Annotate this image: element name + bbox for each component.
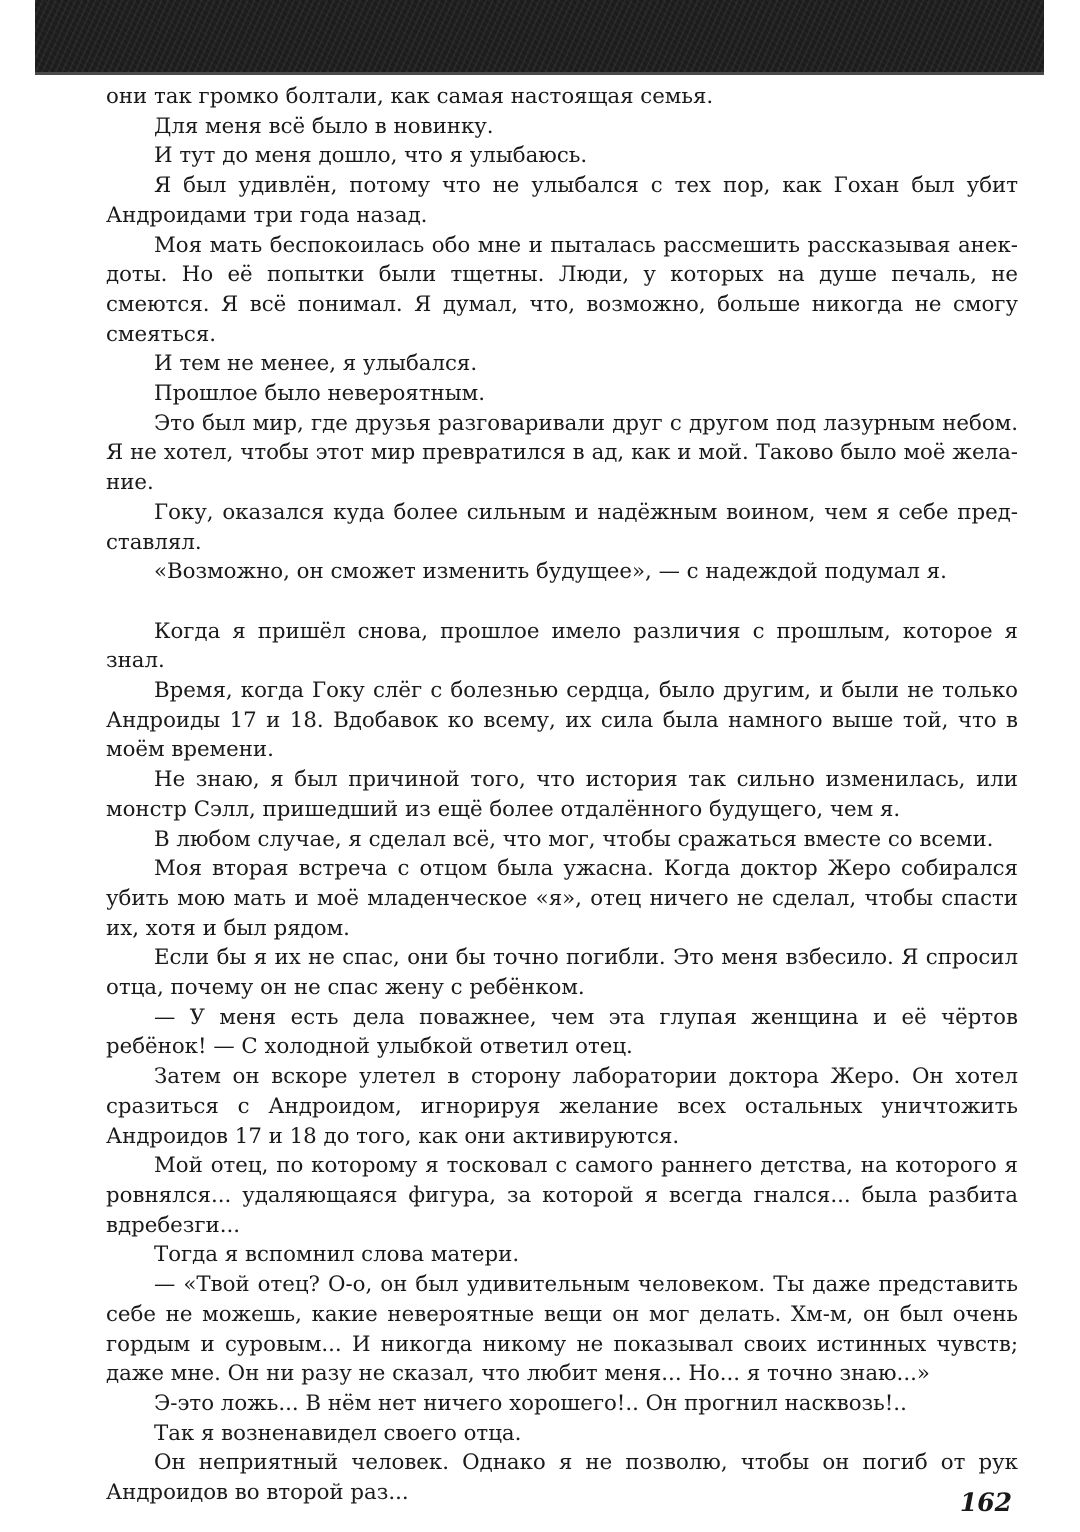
paragraph: Для меня всё было в новинку. bbox=[154, 113, 494, 139]
paragraph: И тем не менее, я улыбался. bbox=[154, 351, 478, 377]
paragraph: — У меня есть дела поважнее, чем эта глупая женщина и её чёртов ребёнок! — С холодной улыбкой ответил отец. bbox=[106, 1004, 1018, 1060]
paragraph: Не знаю, я был причиной того, что история так сильно изменилась, или монстр Сэлл, пришедший из ещё более отдалённого будущего, чем я. bbox=[106, 767, 1018, 822]
paragraph: Прошлое было невероятным. bbox=[154, 381, 485, 407]
paragraph: — «Твой отец? О-о, он был удивительным человеком. Ты даже представить себе не можешь, какие невероятные вещи он мог делать. Хм-м, он был очень гордым и суровым... И никогда никому не показывал своих истинных чувств; даже мне. Он ни разу не сказал, что любит меня... Но... я точно знаю...» bbox=[106, 1272, 1018, 1387]
paragraph: И тут до меня дошло, что я улыбаюсь. bbox=[154, 143, 588, 169]
paragraph: Моя вторая встреча с отцом была ужасна. Когда доктор Жеро собирался убить мою мать и моё младенческое «я», отец ничего не сделал, чтобы спасти их, хотя и был рядом. bbox=[106, 856, 1018, 941]
paragraph: Так я возненавидел своего отца. bbox=[154, 1420, 522, 1446]
paragraph: Мой отец, по которому я тосковал с самого раннего детства, на которого я ровнялся... удаляющаяся фигура, за которой я всегда гнался... была разбита вдребезги... bbox=[106, 1153, 1018, 1238]
header-band-edge bbox=[35, 72, 1044, 75]
paragraph: Это был мир, где друзья разговаривали друг с другом под лазурным небом. Я не хотел, чтобы этот мир превратился в ад, как и мой. Таково было моё желание. bbox=[106, 410, 1018, 496]
header-dark-band bbox=[35, 0, 1044, 74]
page-number: 162 bbox=[959, 1488, 1012, 1517]
paragraph: Моя мать беспокоилась обо мне и пыталась рассмешить рассказывая анекдоты. Но её попытки были тщетны. Люди, у которых на душе печаль, не смеются. Я всё понимал. Я думал, что, возможно, больше никогда не смогу смеяться. bbox=[106, 232, 1018, 347]
paragraph: Тогда я вспомнил слова матери. bbox=[154, 1242, 520, 1268]
paragraph: Э-это ложь... В нём нет ничего хорошего!.. Он прогнил насквозь!.. bbox=[154, 1390, 907, 1416]
paragraph: Время, когда Гоку слёг с болезнью сердца, было другим, и были не только Андроиды 17 и 18. Вдобавок ко всему, их сила была намного выше той, что в моём времени. bbox=[106, 678, 1018, 763]
paragraph: «Возможно, он сможет изменить будущее», — с надеждой подумал я. bbox=[154, 559, 947, 585]
paragraph: Если бы я их не спас, они бы точно погибли. Это меня взбесило. Я спросил отца, почему он не спас жену с ребёнком. bbox=[106, 945, 1018, 1001]
paragraph: Затем он вскоре улетел в сторону лаборатории доктора Жеро. Он хотел сразиться с Андроидом, игнорируя желание всех остальных уничтожить Андроидов 17 и 18 до того, как они активируются. bbox=[106, 1064, 1018, 1149]
paragraph: Я был удивлён, потому что не улыбался с тех пор, как Гохан был убит Андроидами три года назад. bbox=[106, 173, 1018, 228]
paragraph: они так громко болтали, как самая настоящая семья. bbox=[106, 84, 714, 109]
paragraph: Когда я пришёл снова, прошлое имело различия с прошлым, которое я знал. bbox=[106, 618, 1018, 674]
paragraph: Он неприятный человек. Однако я не позволю, чтобы он погиб от рук Андроидов во второй раз... bbox=[106, 1450, 1018, 1506]
section-break bbox=[106, 587, 1018, 617]
paragraph: В любом случае, я сделал всё, что мог, чтобы сражаться вместе со всеми. bbox=[154, 826, 994, 852]
body-text bbox=[106, 82, 1018, 1508]
paragraph: Гоку, оказался куда более сильным и надёжным воином, чем я себе представлял. bbox=[106, 499, 1018, 555]
